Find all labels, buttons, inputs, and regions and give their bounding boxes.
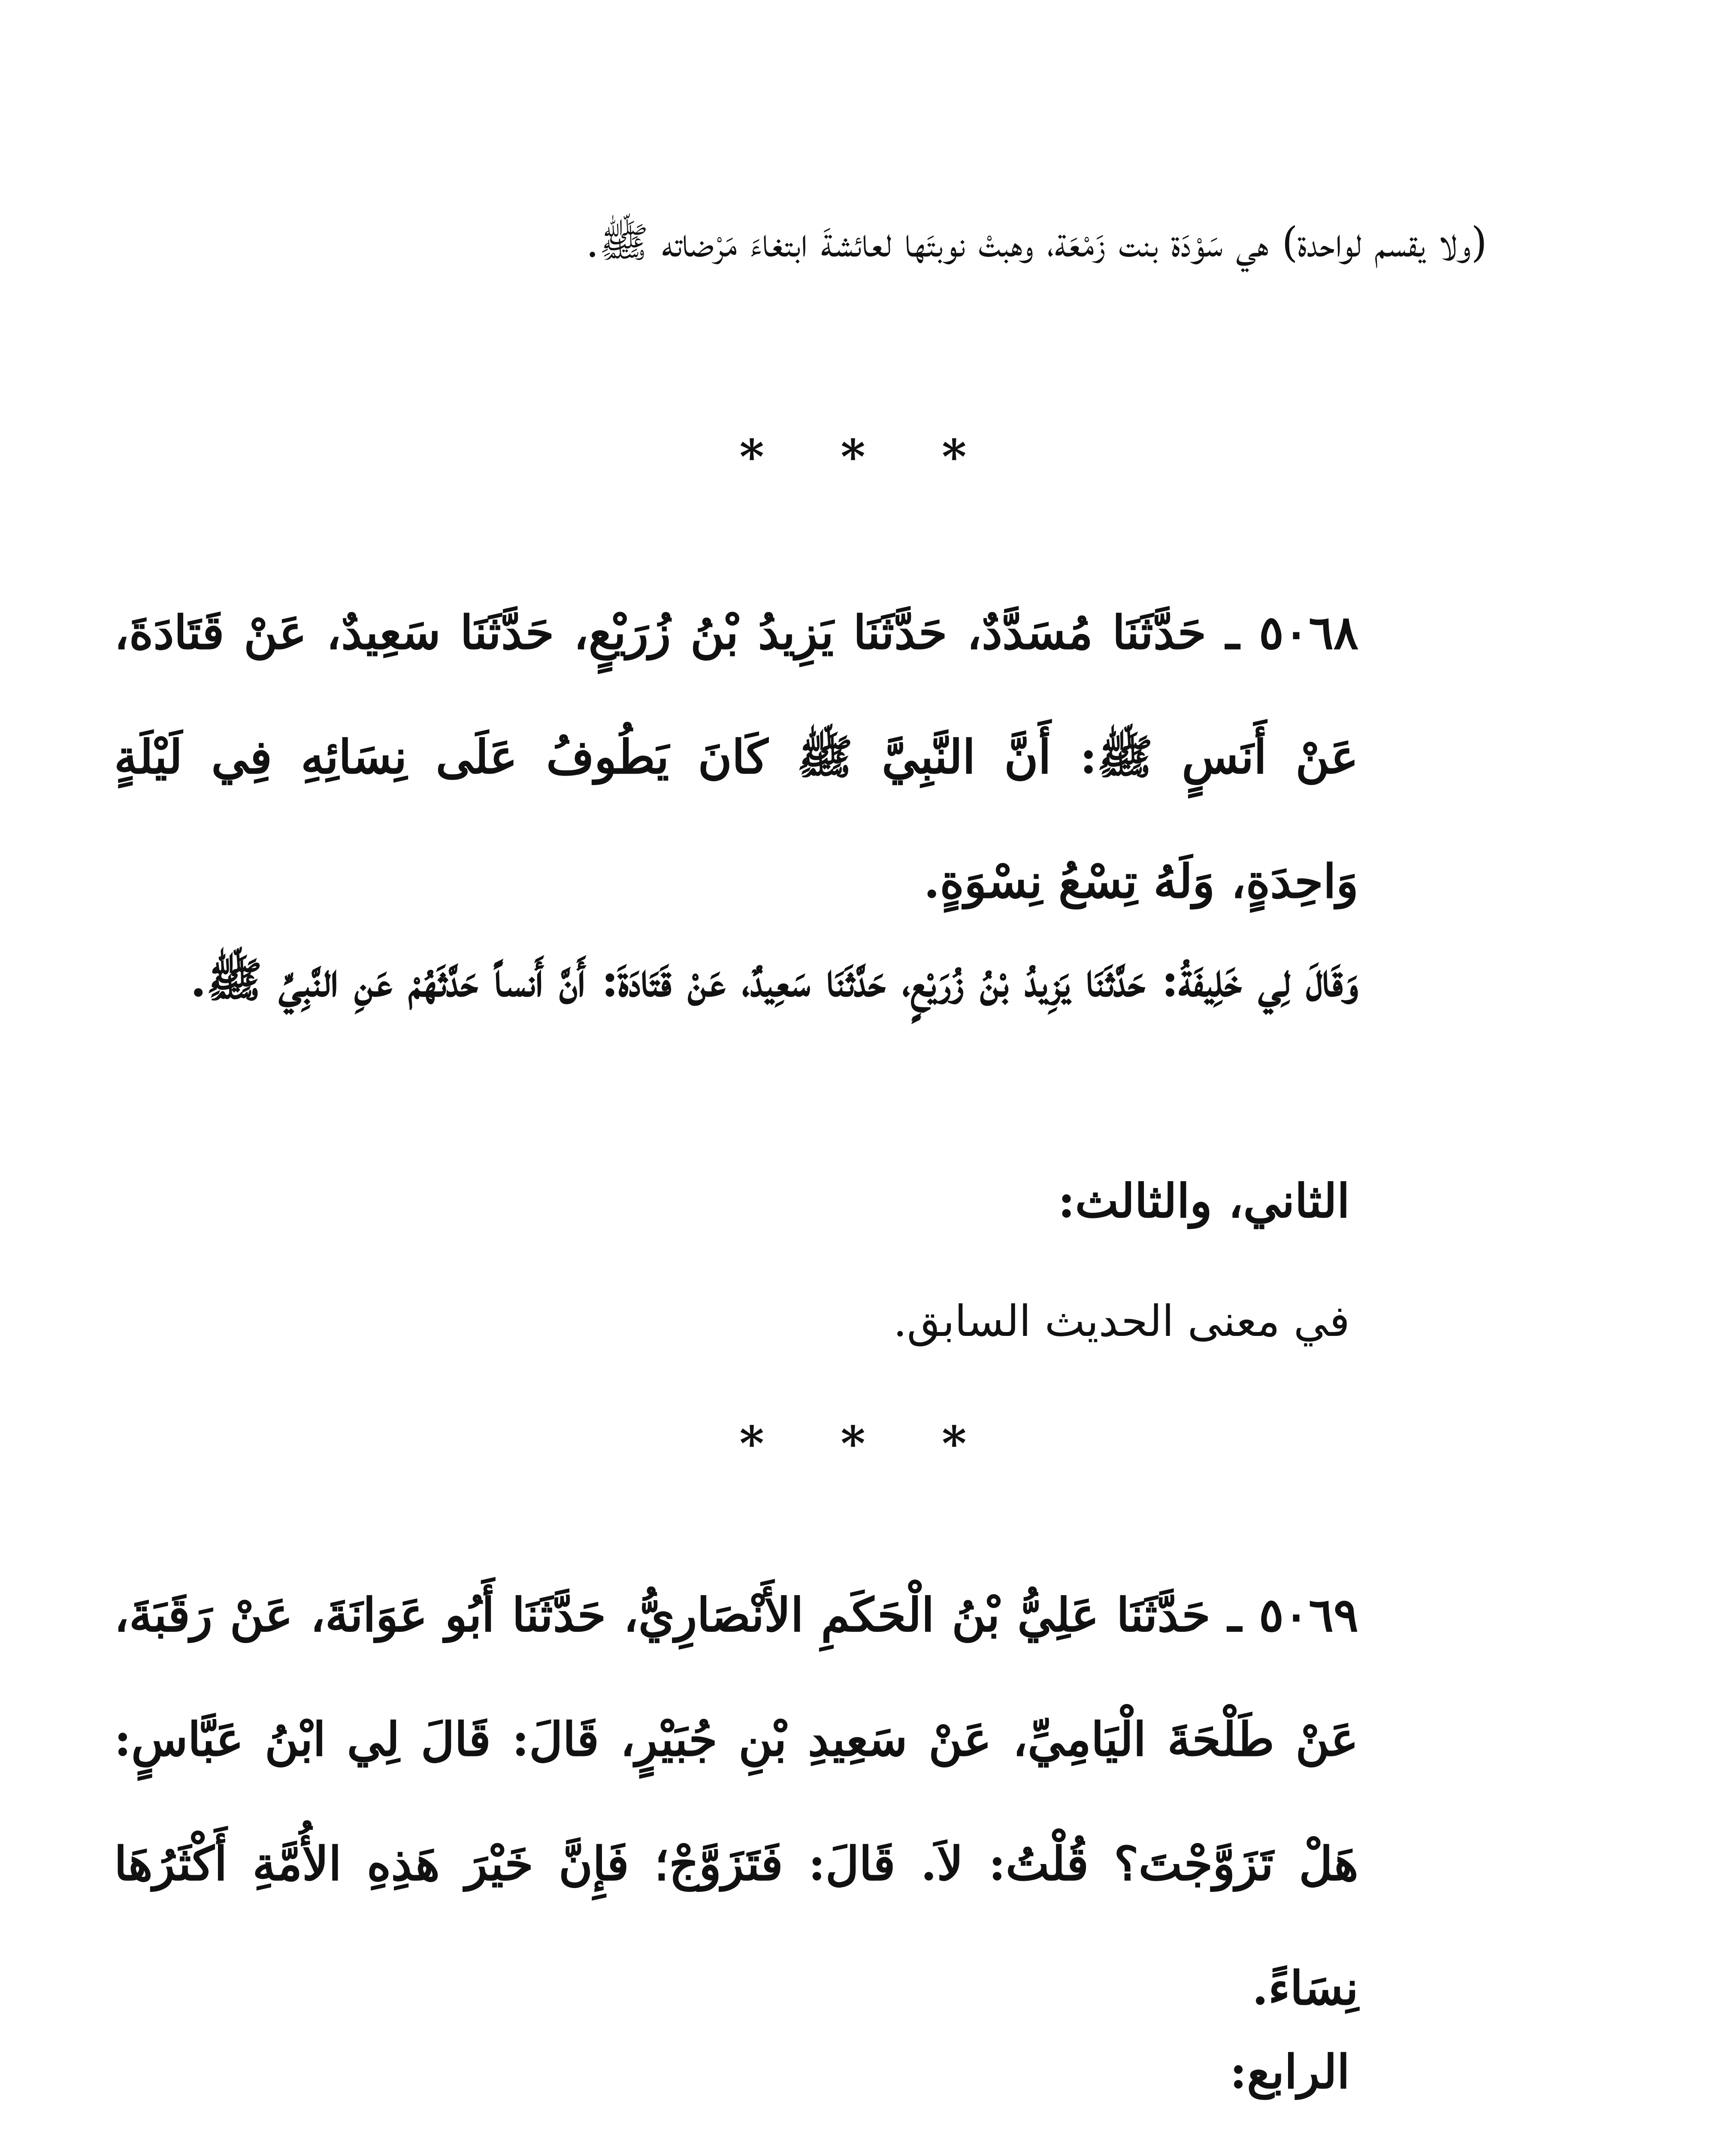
commentary-paragraph: (ولا يقسم لواحدة) هي سَوْدَة بنت زَمْعَة، وهبتْ نوبتَها لعائشةَ ابتغاءَ مَرْضاته ﷺ. [586,218,1487,266]
section-heading-fourth: الرابع: [1230,2045,1350,2099]
second-third-text: في معنى الحديث السابق. [893,1296,1350,1346]
hadith-5068-chain: وَقَالَ لِي خَلِيفَةُ: حَدَّثَنَا يَزِيدُ بْنُ زُرَيْعٍ، حَدَّثَنَا سَعِيدٌ، عَنْ قَتَادَةَ: أَنَّ أَنساً حَدَّثَهُمْ عَنِ النَّبِيِّ ﷺ. [190,953,1358,1007]
fourth-text [243,2132,1487,2145]
section-separator: * * * [739,1416,997,1471]
hadith-5068-text: ٥٠٦٨ ـ حَدَّثَنَا مُسَدَّدٌ، حَدَّثَنَا يَزِيدُ بْنُ زُرَيْعٍ، حَدَّثَنَا سَعِيدٌ، عَنْ قَتَادَةَ، عَنْ أَنَسٍ ﷺ: أَنَّ النَّبِيَّ ﷺ كَانَ يَطُوفُ عَلَى نِسَائِهِ فِي لَيْلَةٍ وَاحِدَةٍ، وَلَهُ تِسْعُ نِسْوَةٍ. [114,606,1358,909]
section-heading-second-third: الثاني، والثالث: [1058,1174,1350,1228]
section-separator: * * * [739,429,997,484]
hadith-5069-text: ٥٠٦٩ ـ حَدَّثَنَا عَلِيُّ بْنُ الْحَكَمِ الأَنْصَارِيُّ، حَدَّثَنَا أَبُو عَوَانَةَ، عَنْ رَقَبَةَ، عَنْ طَلْحَةَ الْيَامِيِّ، عَنْ سَعِيدِ بْنِ جُبَيْرٍ، قَالَ: قَالَ لِي ابْنُ عَبَّاسٍ: هَلْ تَزَوَّجْتَ؟ قُلْتُ: لاَ. قَالَ: فَتَزَوَّجْ؛ فَإِنَّ خَيْرَ هَذِهِ الأُمَّةِ أَكْثَرُهَا نِسَاءً. [114,1588,1358,2015]
